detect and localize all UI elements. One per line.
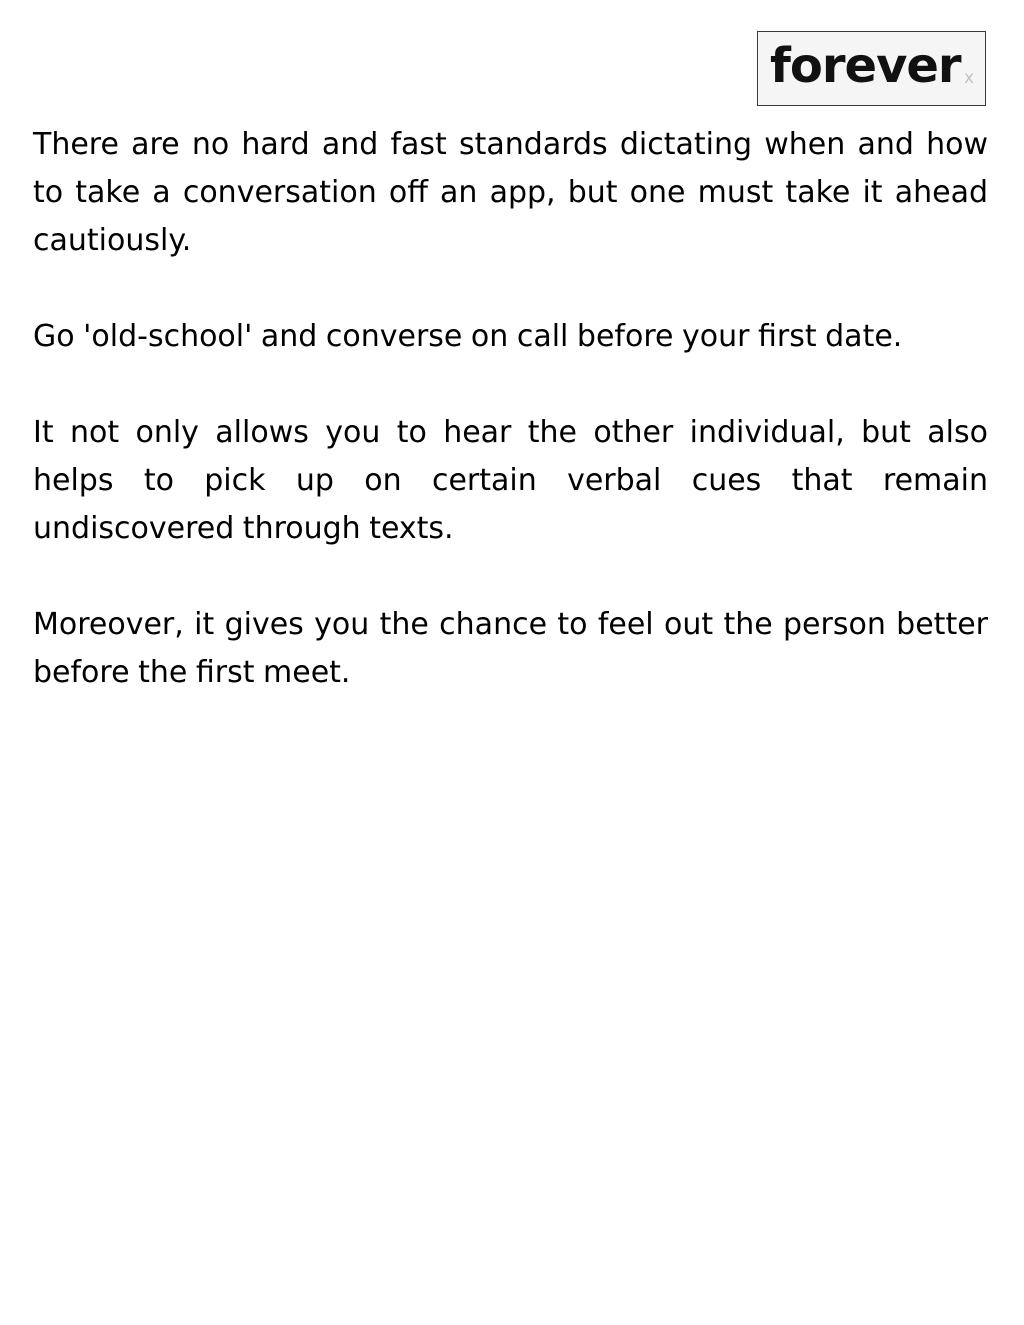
paragraph-intro: There are no hard and fast standards dictating when and how to take a conversation off an app, but one must take it ahead cautiously. <box>33 127 988 258</box>
logo-x-mark: x <box>964 68 975 88</box>
paragraph-call-tip: Go 'old-school' and converse on call before your first date. <box>33 319 903 354</box>
paragraph-verbal-cues: It not only allows you to hear the other individual, but also helps to pick up on certain verbal cues that remain undiscovered through texts. <box>33 415 988 546</box>
paragraph-feel-out: Moreover, it gives you the chance to feel out the person better before the first meet. <box>33 607 988 690</box>
article-body <box>33 121 988 745</box>
brand-logo <box>757 31 986 106</box>
logo-wordmark: forever <box>770 38 961 94</box>
